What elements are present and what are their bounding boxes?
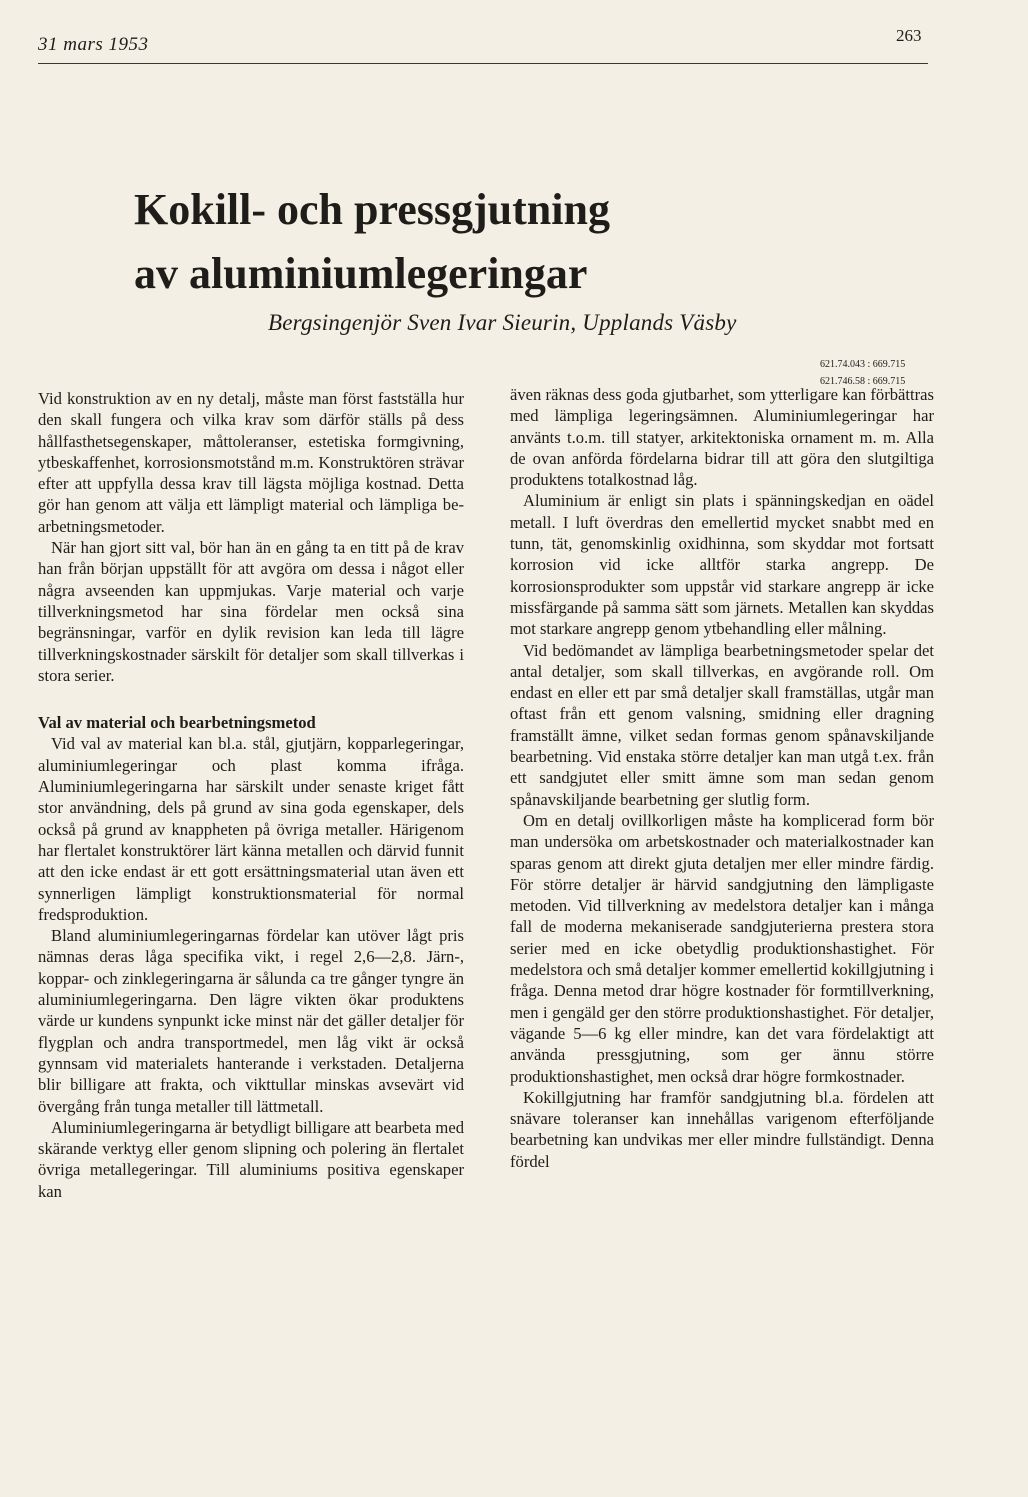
paragraph: Kokillgjutning har framför sandgjutning bl.a. fördelen att snävare toleranser kan innehållas varigenom efterföljande bearbetning kan undvikas mer eller mindre fullständigt. Denna fördel	[510, 1087, 934, 1171]
udc-code: 621.74.043 : 669.715	[820, 359, 906, 370]
paragraph: Bland aluminiumlegeringarnas fördelar kan utöver lågt pris nämnas deras låga specifika vikt, i regel 2,6—2,8. Järn-, koppar- och zinklegeringarna är sålunda ca tre gånger tyngre än aluminiumlegeringarna. Den lägre vikten ökar produktens värde ur kundens synpunkt icke minst när det gäller detaljer för flygplan och andra transportmedel, men låg vikt är också gynnsam vid materialets hanterande i verkstaden. Detaljerna blir billigare att frakta, och vikttullar minskas avsevärt vid övergång från tunga metaller till lättmetall.	[38, 926, 464, 1116]
paragraph: Vid bedömandet av lämpliga bearbetningsmetoder spelar det antal detaljer, som skall tillverkas, en avgörande roll. Om endast en eller ett par små detaljer skall framställas, utgår man oftast från ett genom valsning, smidning eller dragning framställt ämne, vilket sedan formas genom spånavskiljande bearbetning. Vid enstaka större detaljer kan man utgå t.ex. från ett sandgjutet eller smitt ämne som man sedan genom spånavskiljande bearbetning ger slutlig form.	[510, 640, 934, 809]
page-number: 263	[896, 26, 922, 45]
article-title	[134, 178, 834, 306]
right-column	[510, 384, 934, 1172]
paragraph: När han gjort sitt val, bör han än en gång ta en titt på de krav han från början uppställt för att avgöra om dessa i något eller några avseenden kan uppmjukas. Varje material och varje tillverkningsmetod har sina fördelar men också sina begränsningar, varför en dylik revision kan leda till lägre tillverkningskostnader särskilt för detaljer som skall tillverkas i stora serier.	[38, 538, 464, 685]
header-rule	[38, 63, 928, 64]
paragraph: Vid konstruktion av en ny detalj, måste man först fastställa hur den skall fungera och vilka krav som därför ställs på dess hållfasthetsegenskaper, måttoleranser, estetiska formgivning, ytbeskaffenhet, korrosionsmotstånd m.m. Konstruktören strävar efter att uppfylla dessa krav till lägsta möjliga kostnad. Detta gör han genom att välja ett lämpligt material och lämpliga bearbetningsmetoder.	[38, 389, 464, 536]
paragraph: även räknas dess goda gjutbarhet, som ytterligare kan förbättras med lämpliga legeringsämnen. Aluminiumlegeringar har använts t.o.m. till statyer, arkitektoniska ornament m. m. Alla de ovan anförda fördelarna bidrar till att göra den slutgiltiga produktens totalkostnad låg.	[510, 385, 934, 490]
title-line-1: Kokill- och pressgjutning	[134, 185, 610, 234]
paragraph: Vid val av material kan bl.a. stål, gjutjärn, kopparlegeringar, aluminiumlegeringar och plast komma ifråga. Aluminiumlegeringarna har särskilt under senaste kriget fått stor användning, dels på grund av sina goda egenskaper, dels också på grund av knappheten på övriga metaller. Härigenom har flertalet konstruktörer lärt känna metallen och därvid funnit att den icke endast är ett gott ersättningsmaterial utan även ett synnerligen lämpligt konstruktionsmaterial för normal fredsproduktion.	[38, 734, 464, 924]
paragraph: Aluminium är enligt sin plats i spänningskedjan en oädel metall. I luft överdras den emellertid mycket snabbt med en tunn, tät, genomskinlig oxidhinna, som skyddar mot fortsatt korrosion vid icke alltför starka angrepp. De korrosionsprodukter som uppstår vid starkare angrepp är icke missfärgande på samma sätt som järnets. Metallen kan skyddas mot starkare angrepp genom ytbehandling eller målning.	[510, 491, 934, 639]
paragraph: Om en detalj ovillkorligen måste ha komplicerad form bör man undersöka om arbetskostnader och materialkostnader kan sparas genom att direkt gjuta detaljen mer eller mindre färdig. För större detaljer är härvid sandgjutning den lämpligaste metoden. Vid tillverkning av medelstora detaljer kan i många fall de moderna mekaniserade sandgjuterierna prestera stora serier med en icke obetydlig produktionshastighet. För medelstora och små detaljer kommer emellertid kokillgjutning i fråga. Denna metod drar högre kostnader för formtillverkning, men i gengäld ger den större produktionshastighet. För detaljer, vägande 5—6 kg eller mindre, kan det vara fördelaktigt att använda pressgjutning, som ger ännu större produktionshastighet, men också drar högre formkostnader.	[510, 810, 934, 1086]
udc-code: 621.746.58 : 669.715	[820, 376, 906, 387]
section-heading: Val av material och bearbetningsmetod	[38, 713, 316, 733]
author-byline: Bergsingenjör Sven Ivar Sieurin, Upplands Väsby	[268, 310, 737, 335]
paragraph: Aluminiumlegeringarna är betydligt billigare att bearbeta med skärande verktyg eller genom slipning och polering än flertalet övriga metallegeringar. Till aluminiums positiva egenskaper kan	[38, 1117, 464, 1201]
title-line-2: av aluminiumlegeringar	[134, 249, 588, 298]
left-column	[38, 388, 464, 1202]
issue-date: 31 mars 1953	[38, 34, 149, 55]
